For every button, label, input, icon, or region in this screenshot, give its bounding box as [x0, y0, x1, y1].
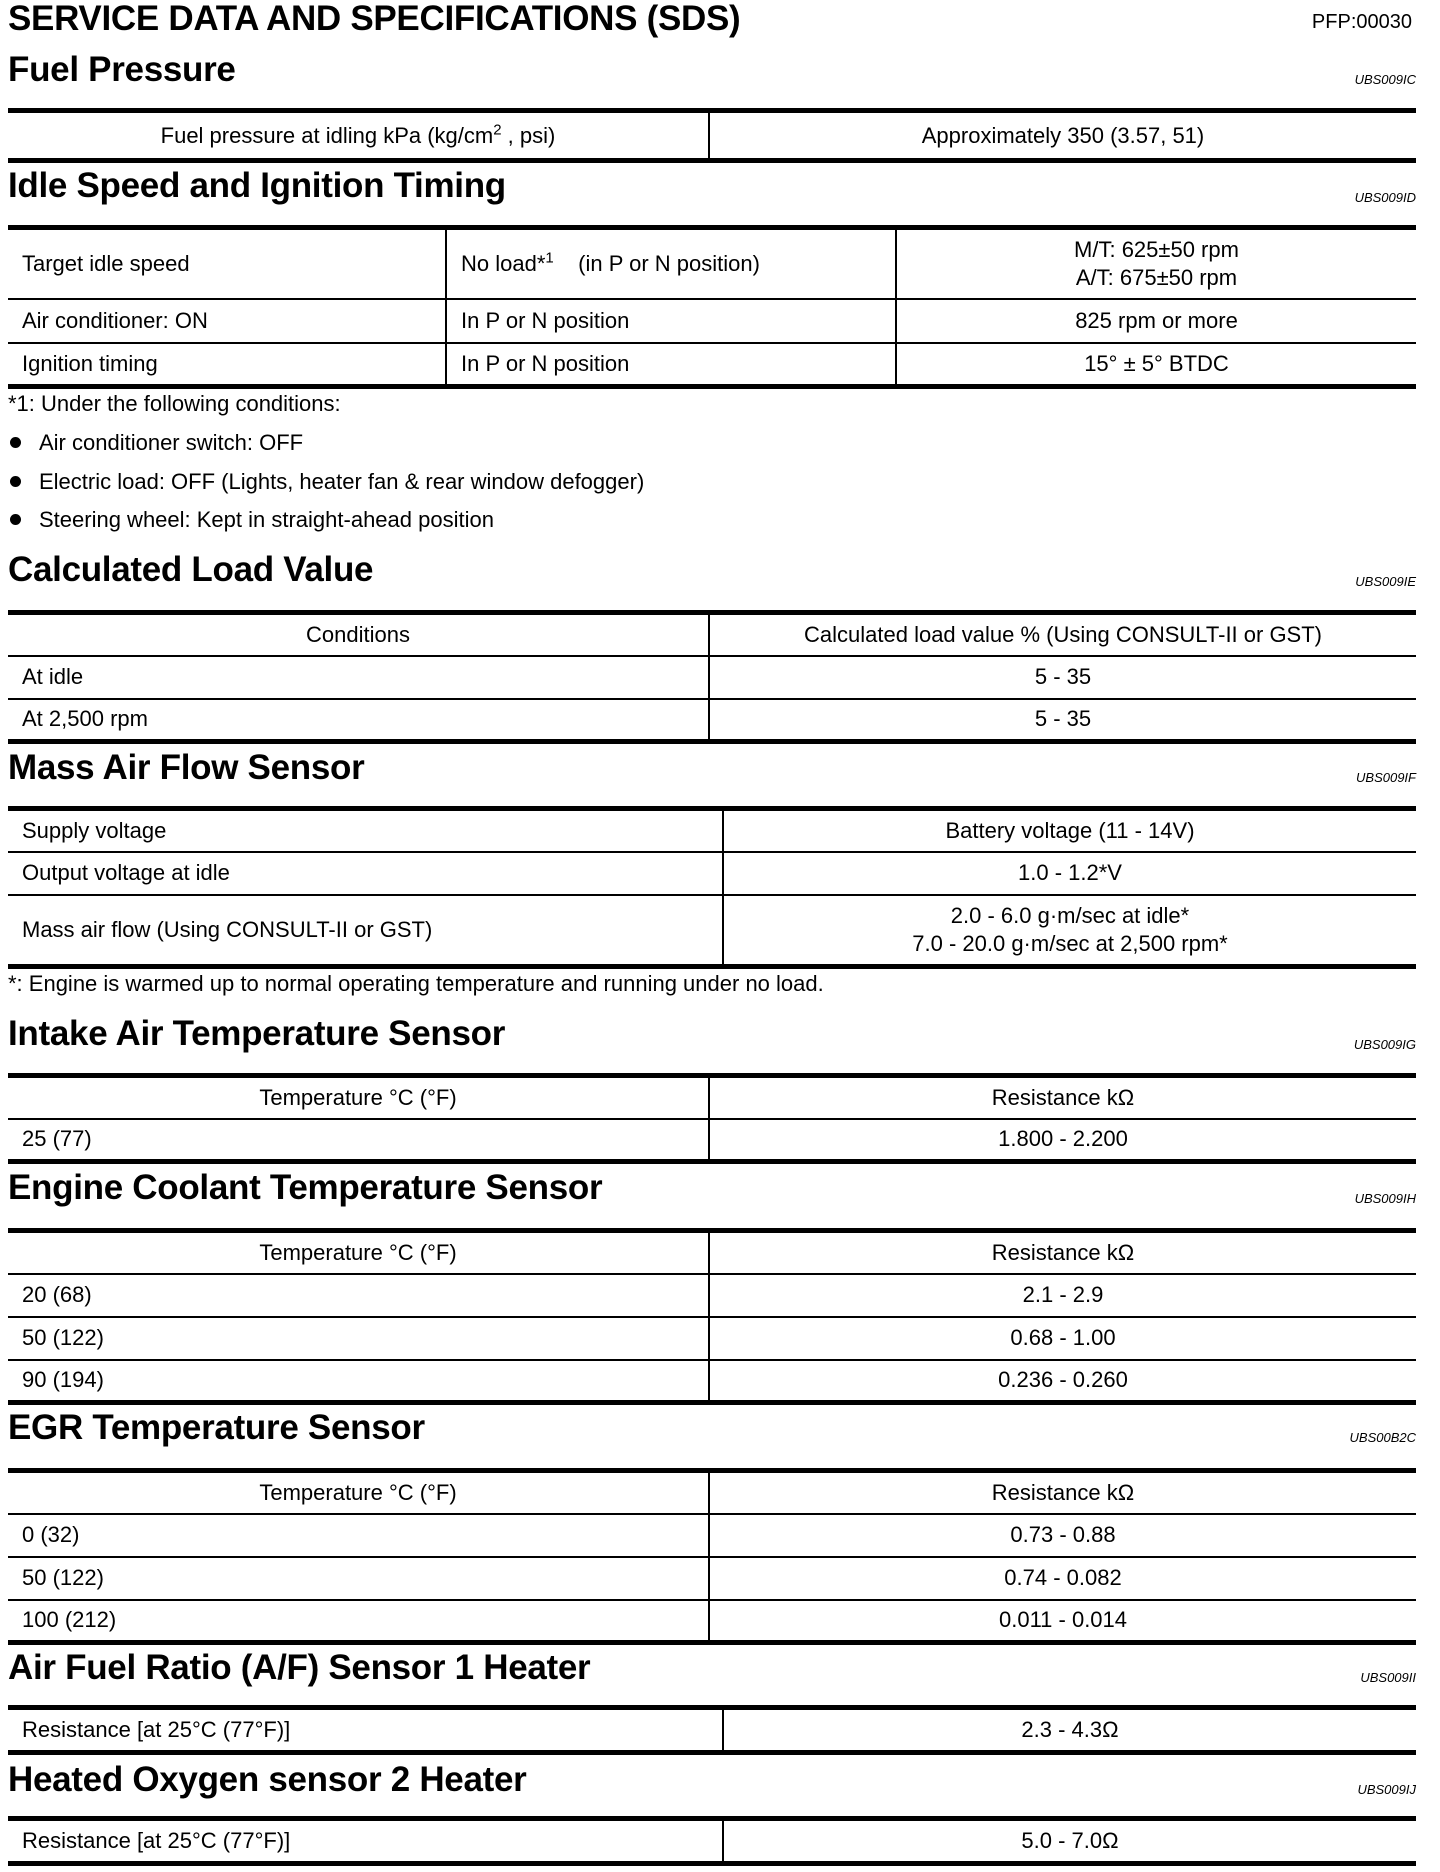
table-cell-value: 5 - 35 [709, 656, 1416, 699]
page-code: PFP:00030 [1311, 11, 1412, 33]
bullet-item: Steering wheel: Kept in straight-ahead position [8, 506, 494, 534]
table-row [8, 1119, 1416, 1162]
table-cell-label: Mass air flow (Using CONSULT-II or GST) [8, 895, 723, 967]
table-cell-value: Battery voltage (11 - 14V) [723, 809, 1416, 852]
table-cell-value: Approximately 350 (3.57, 51) [709, 111, 1416, 161]
table-row [8, 699, 1416, 742]
table-cell-label: Resistance [at 25°C (77°F)] [8, 1708, 723, 1753]
table-cell-temperature: 0 (32) [8, 1514, 709, 1557]
table-row [8, 852, 1416, 895]
section-heading-idle-speed: Idle Speed and Ignition Timing [8, 166, 506, 205]
table-cell-resistance: 0.236 - 0.260 [709, 1360, 1416, 1403]
ho2s2-heater-table [8, 1816, 1416, 1866]
table-cell-temperature: 25 (77) [8, 1119, 709, 1162]
table-cell-label: Resistance [at 25°C (77°F)] [8, 1819, 723, 1864]
section-code-calculated-load: UBS009IE [1355, 574, 1416, 589]
table-cell-item: Target idle speed [8, 228, 446, 299]
table-header-cell: Resistance kΩ [709, 1076, 1416, 1119]
table-row [8, 1360, 1416, 1403]
table-cell-temperature: 50 (122) [8, 1557, 709, 1600]
table-header-cell: Resistance kΩ [709, 1231, 1416, 1274]
table-header-cell: Temperature °C (°F) [8, 1076, 709, 1119]
table-cell-resistance: 0.011 - 0.014 [709, 1600, 1416, 1643]
section-code-egr-sensor: UBS00B2C [1349, 1430, 1416, 1445]
table-header-cell: Resistance kΩ [709, 1471, 1416, 1514]
ect-sensor-table [8, 1228, 1416, 1405]
table-cell-temperature: 20 (68) [8, 1274, 709, 1317]
table-cell-temperature: 100 (212) [8, 1600, 709, 1643]
table-cell-temperature: 90 (194) [8, 1360, 709, 1403]
table-cell-item: Air conditioner: ON [8, 299, 446, 343]
table-cell-condition: At idle [8, 656, 709, 699]
table-cell-value: 825 rpm or more [896, 299, 1416, 343]
table-row [8, 299, 1416, 343]
table-header-cell: Temperature °C (°F) [8, 1471, 709, 1514]
table-row [8, 343, 1416, 387]
af-sensor-heater-table [8, 1705, 1416, 1755]
table-row [8, 111, 1416, 161]
maf-sensor-table [8, 806, 1416, 969]
table-cell-label: Fuel pressure at idling kPa ($kg/cm^2$ , psi) [8, 111, 709, 161]
footnote: *: Engine is warmed up to normal operating temperature and running under no load. [8, 971, 824, 996]
bullet-item: Electric load: OFF (Lights, heater fan & rear window defogger) [8, 468, 644, 496]
table-row [8, 895, 1416, 967]
table-cell-condition: No load*$^1$ (in P or N position) [446, 228, 896, 299]
table-row [8, 1708, 1416, 1753]
table-row [8, 1557, 1416, 1600]
table-cell-value: 2.3 - 4.3Ω [723, 1708, 1416, 1753]
idle-speed-table [8, 225, 1416, 389]
bullet-icon [10, 437, 21, 448]
table-cell-condition: In P or N position [446, 343, 896, 387]
table-cell-value: M/T: 625±50 rpm A/T: 675±50 rpm [896, 228, 1416, 299]
section-code-fuel-pressure: UBS009IC [1354, 72, 1416, 87]
table-cell-item: Ignition timing [8, 343, 446, 387]
table-header-row [8, 613, 1416, 656]
table-cell-value: 1.0 - 1.2*V [723, 852, 1416, 895]
bullet-icon [10, 476, 21, 487]
table-cell-value: 2.0 - 6.0 g·m/sec at idle* 7.0 - 20.0 g·m/sec at 2,500 rpm* [723, 895, 1416, 967]
table-row [8, 228, 1416, 299]
section-code-ho2s2-heater: UBS009IJ [1357, 1782, 1416, 1797]
table-cell-label: Output voltage at idle [8, 852, 723, 895]
section-heading-ho2s2-heater: Heated Oxygen sensor 2 Heater [8, 1760, 527, 1799]
table-cell-resistance: 0.74 - 0.082 [709, 1557, 1416, 1600]
document-title: SERVICE DATA AND SPECIFICATIONS (SDS) [8, 0, 741, 38]
table-row [8, 1274, 1416, 1317]
table-header-cell: Conditions [8, 613, 709, 656]
table-row [8, 656, 1416, 699]
table-row [8, 1600, 1416, 1643]
table-row [8, 1514, 1416, 1557]
table-cell-resistance: 2.1 - 2.9 [709, 1274, 1416, 1317]
table-header-row [8, 1076, 1416, 1119]
table-header-cell: Calculated load value % (Using CONSULT-II or GST) [709, 613, 1416, 656]
table-header-cell: Temperature °C (°F) [8, 1231, 709, 1274]
table-cell-resistance: 1.800 - 2.200 [709, 1119, 1416, 1162]
section-heading-maf-sensor: Mass Air Flow Sensor [8, 748, 365, 787]
section-heading-egr-sensor: EGR Temperature Sensor [8, 1408, 425, 1447]
table-cell-value: 5 - 35 [709, 699, 1416, 742]
table-cell-condition: In P or N position [446, 299, 896, 343]
iat-sensor-table [8, 1073, 1416, 1164]
table-row [8, 1317, 1416, 1360]
section-code-ect-sensor: UBS009IH [1354, 1191, 1416, 1206]
section-code-iat-sensor: UBS009IG [1353, 1037, 1416, 1052]
bullet-item: Air conditioner switch: OFF [8, 429, 303, 457]
table-row [8, 809, 1416, 852]
table-cell-temperature: 50 (122) [8, 1317, 709, 1360]
table-cell-resistance: 0.73 - 0.88 [709, 1514, 1416, 1557]
calculated-load-table [8, 610, 1416, 744]
table-cell-label: Supply voltage [8, 809, 723, 852]
section-heading-af-sensor-heater: Air Fuel Ratio (A/F) Sensor 1 Heater [8, 1648, 591, 1687]
table-header-row [8, 1471, 1416, 1514]
section-heading-calculated-load: Calculated Load Value [8, 550, 374, 589]
table-row [8, 1819, 1416, 1864]
section-heading-ect-sensor: Engine Coolant Temperature Sensor [8, 1168, 603, 1207]
table-cell-value: 15° ± 5° BTDC [896, 343, 1416, 387]
bullet-icon [10, 514, 21, 525]
footnote: *1: Under the following conditions: [8, 391, 341, 416]
table-cell-resistance: 0.68 - 1.00 [709, 1317, 1416, 1360]
section-code-af-sensor-heater: UBS009II [1360, 1670, 1416, 1685]
table-cell-value: 5.0 - 7.0Ω [723, 1819, 1416, 1864]
section-heading-iat-sensor: Intake Air Temperature Sensor [8, 1014, 506, 1053]
table-header-row [8, 1231, 1416, 1274]
section-code-idle-speed: UBS009ID [1354, 190, 1416, 205]
section-heading-fuel-pressure: Fuel Pressure [8, 50, 236, 89]
table-cell-condition: At 2,500 rpm [8, 699, 709, 742]
fuel-pressure-table [8, 108, 1416, 163]
egr-sensor-table [8, 1468, 1416, 1645]
section-code-maf-sensor: UBS009IF [1356, 770, 1416, 785]
